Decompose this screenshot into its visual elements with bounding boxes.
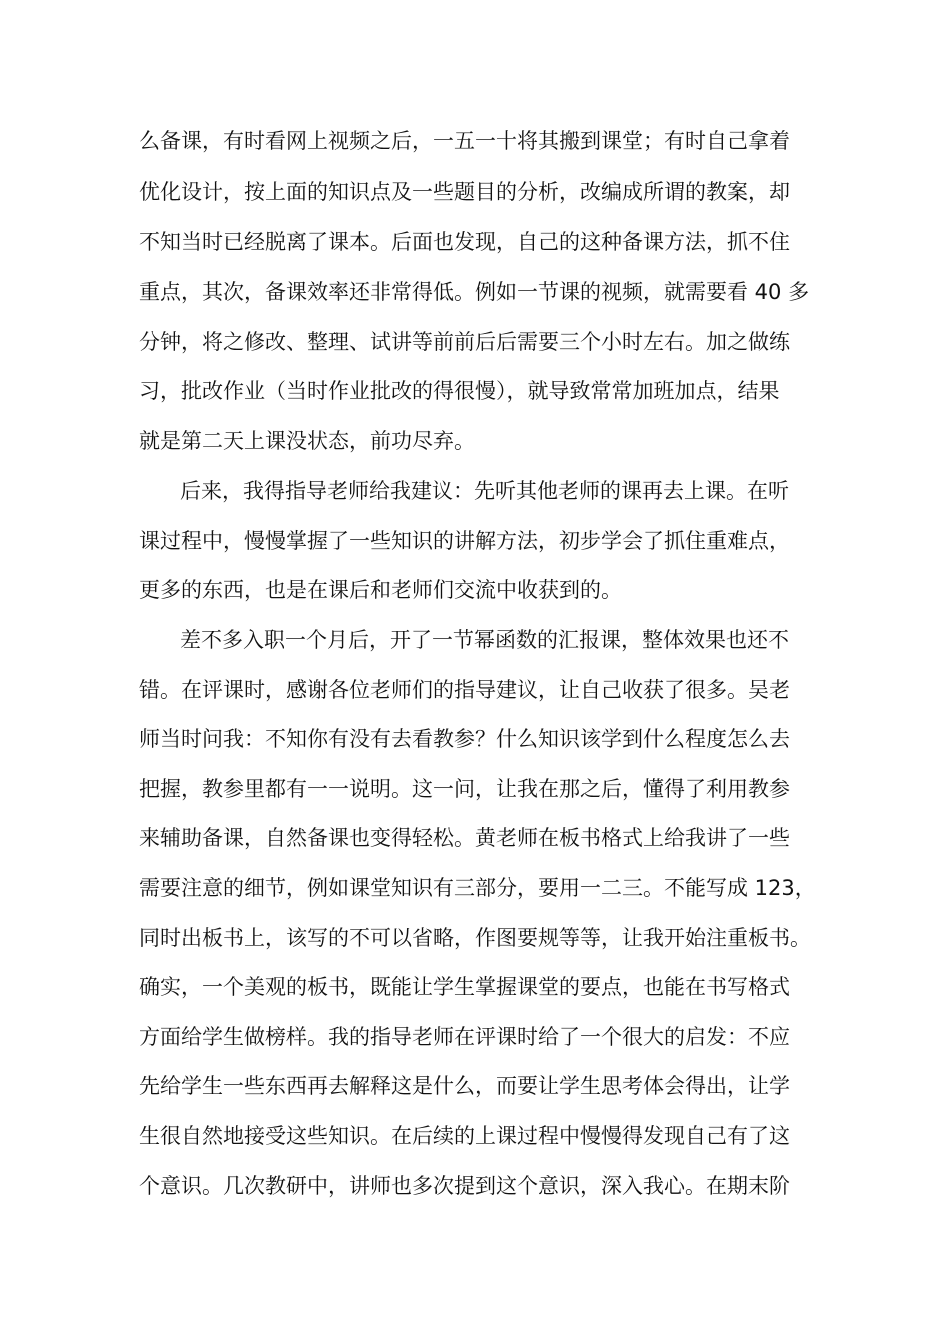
text-line: 师当时问我：不知你有没有去看教参？什么知识该学到什么程度怎么去: [139, 727, 790, 751]
text-line: 重点，其次，备课效率还非常得低。例如一节课的视频，就需要看 40 多: [139, 280, 810, 304]
text-line: 更多的东西，也是在课后和老师们交流中收获到的。: [139, 578, 622, 602]
paragraph-first-line: 差不多入职一个月后，开了一节幂函数的汇报课，整体效果也还不: [180, 628, 789, 652]
text-line: 就是第二天上课没状态，前功尽弃。: [139, 429, 475, 453]
text-line: 把握，教参里都有一一说明。这一问，让我在那之后，懂得了利用教参: [139, 777, 790, 801]
text-line: 错。在评课时，感谢各位老师们的指导建议，让自己收获了很多。吴老: [139, 678, 790, 702]
text-line: 习，批改作业（当时作业批改的得很慢），就导致常常加班加点，结果: [139, 379, 780, 403]
text-line: 确实，一个美观的板书，既能让学生掌握课堂的要点，也能在书写格式: [139, 975, 790, 999]
text-line: 么备课，有时看网上视频之后，一五一十将其搬到课堂；有时自己拿着: [139, 129, 790, 153]
text-line: 先给学生一些东西再去解释这是什么，而要让学生思考体会得出，让学: [139, 1074, 790, 1098]
text-line: 不知当时已经脱离了课本。后面也发现，自己的这种备课方法，抓不住: [139, 230, 790, 254]
text-line: 需要注意的细节，例如课堂知识有三部分，要用一二三。不能写成 123，: [139, 876, 816, 900]
paragraph-first-line: 后来，我得指导老师给我建议：先听其他老师的课再去上课。在听: [180, 479, 789, 503]
text-line: 生很自然地接受这些知识。在后续的上课过程中慢慢得发现自己有了这: [139, 1124, 790, 1148]
text-line: 课过程中，慢慢掌握了一些知识的讲解方法，初步学会了抓住重难点，: [139, 529, 790, 553]
text-line: 来辅助备课，自然备课也变得轻松。黄老师在板书格式上给我讲了一些: [139, 826, 790, 850]
text-line: 优化设计，按上面的知识点及一些题目的分析，改编成所谓的教案，却: [139, 180, 790, 204]
text-line: 个意识。几次教研中，讲师也多次提到这个意识，深入我心。在期末阶: [139, 1174, 790, 1198]
text-line: 同时出板书上，该写的不可以省略，作图要规等等，让我开始注重板书。: [139, 926, 811, 950]
text-line: 分钟，将之修改、整理、试讲等前前后后需要三个小时左右。加之做练: [139, 330, 790, 354]
text-line: 方面给学生做榜样。我的指导老师在评课时给了一个很大的启发：不应: [139, 1025, 790, 1049]
